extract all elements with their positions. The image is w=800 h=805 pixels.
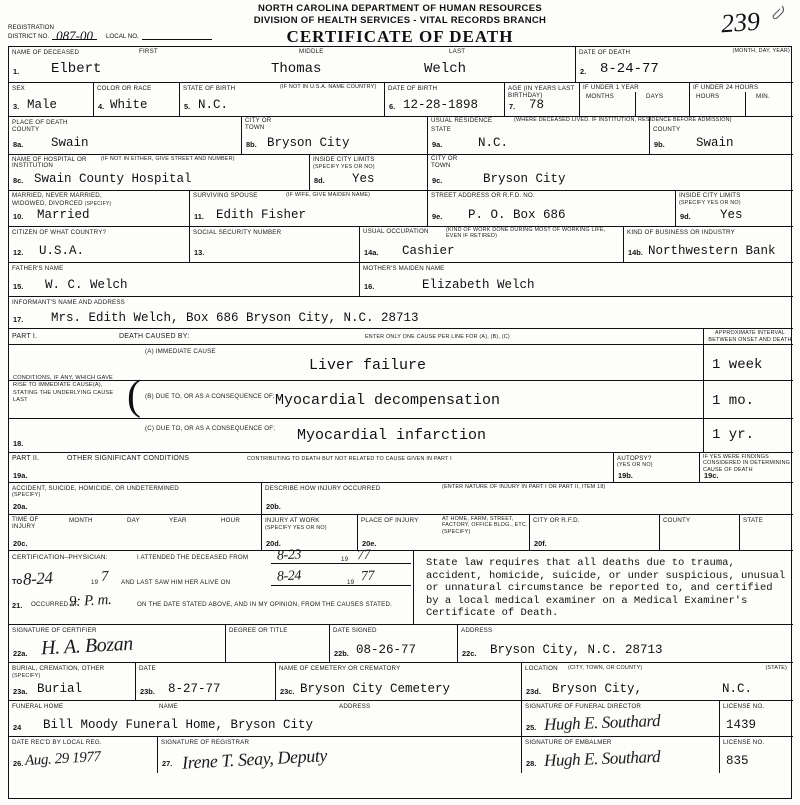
field-residence-city <box>427 155 793 191</box>
value-death-city: Bryson City <box>267 136 350 150</box>
registration-district <box>8 24 212 43</box>
num-23b: 23b. <box>140 687 155 696</box>
label-place-of-injury-sub: AT HOME, FARM, STREET, FACTORY, OFFICE BLDG., ETC. (SPECIFY) <box>442 516 528 535</box>
label-first: FIRST <box>139 48 158 55</box>
value-date-received: Aug. 29 1977 <box>24 749 101 769</box>
num-16: 16. <box>364 282 375 291</box>
field-signature-of-certifier <box>9 625 225 663</box>
label-findings: IF YES WERE FINDINGS CONSIDERED IN DETERMINING CAUSE OF DEATH <box>703 454 791 473</box>
label-immediate-cause: (A) IMMEDIATE CAUSE <box>145 348 216 355</box>
label-describe-injury: DESCRIBE HOW INJURY OCCURRED <box>265 484 381 492</box>
label-location-state: (STATE) <box>765 665 787 671</box>
label-citizen: CITIZEN OF WHAT COUNTRY? <box>12 228 107 236</box>
value-attended-from-date: 8-23 <box>276 547 302 564</box>
label-signature-certifier: SIGNATURE OF CERTIFIER <box>12 626 97 634</box>
label-street: STREET ADDRESS OR R.F.D. NO. <box>431 192 535 199</box>
field-name-of-deceased: NAME OF DECEASED FIRST MIDDLE LAST 1. Elbert Thomas Welch <box>9 47 575 83</box>
label-middle: MIDDLE <box>299 48 324 55</box>
label-injury-at-work-sub: (SPECIFY YES OR NO) <box>265 525 327 531</box>
num-20e: 20e. <box>362 539 377 548</box>
field-inside-city-limits-death <box>309 155 427 191</box>
label-date-of-death: DATE OF DEATH <box>579 48 631 56</box>
num-19b: 19b. <box>618 471 633 480</box>
label-under-1-year: IF UNDER 1 YEAR <box>583 84 639 91</box>
label-place-of-injury: PLACE OF INJURY <box>361 517 419 524</box>
field-age <box>504 83 579 117</box>
label-inside-city-limits-sub: (SPECIFY YES OR NO) <box>313 164 375 170</box>
field-under-24-hours <box>689 83 793 117</box>
label-part-2-title: OTHER SIGNIFICANT CONDITIONS <box>67 455 190 462</box>
label-registrar-signature: SIGNATURE OF REGISTRAR <box>161 738 250 746</box>
field-date-received <box>9 737 157 773</box>
field-marital-status <box>9 191 189 227</box>
cause-line-b <box>9 373 703 419</box>
num-18: 18. <box>13 439 24 448</box>
label-describe-injury-sub: (ENTER NATURE OF INJURY IN PART I OR PART II, ITEM 18) <box>442 484 606 490</box>
district-no-label: DISTRICT NO. <box>8 32 50 40</box>
value-cause-b: Myocardial decompensation <box>275 392 501 409</box>
value-location: Bryson City, <box>552 682 643 696</box>
num-22c: 22c. <box>462 649 477 658</box>
value-res-state: N.C. <box>478 136 509 150</box>
header-line-2: DIVISION OF HEALTH SERVICES - VITAL RECORDS BRANCH <box>253 15 547 26</box>
label-autopsy: AUTOPSY? <box>617 455 652 462</box>
num-9a: 9a. <box>432 140 443 149</box>
field-informant <box>9 297 793 329</box>
value-last-saw-year: 7 <box>100 568 109 586</box>
field-place-of-death-city <box>241 117 427 155</box>
brace-decoration: ( <box>127 373 141 419</box>
num-23a: 23a. <box>13 687 28 696</box>
value-interval-c: 1 yr. <box>712 427 755 443</box>
field-funeral-home <box>9 701 521 737</box>
label-state-of-birth: STATE OF BIRTH <box>183 84 236 92</box>
num-11: 11. <box>194 212 204 221</box>
field-time-of-injury <box>9 515 261 551</box>
label-hours: HOURS <box>696 93 720 100</box>
label-last: LAST <box>449 48 466 55</box>
label-injury-at-work: INJURY AT WORK <box>265 517 320 524</box>
label-date-of-birth: DATE OF BIRTH <box>388 84 438 92</box>
num-4: 4. <box>98 102 105 111</box>
label-part-2: PART II. <box>12 455 40 462</box>
value-burial: Burial <box>37 682 83 696</box>
num-14a: 14a. <box>364 248 379 257</box>
label-one-cause-per-line: ENTER ONLY ONE CAUSE PER LINE FOR (A), (B), (C) <box>365 334 510 340</box>
value-date-of-death: 8-24-77 <box>600 61 659 77</box>
label-father: FATHER'S NAME <box>12 264 64 272</box>
value-hospital: Swain County Hospital <box>34 172 192 186</box>
num-8d: 8d. <box>314 176 325 185</box>
label-embalmer-license: LICENSE NO. <box>723 738 765 746</box>
label-asho: ACCIDENT, SUICIDE, HOMICIDE, OR UNDETERMINED <box>12 484 179 492</box>
label-informant: INFORMANT'S NAME AND ADDRESS <box>12 298 126 306</box>
value-location-state: N.C. <box>722 682 753 696</box>
field-injury-city-rfd <box>529 515 659 551</box>
field-mother-maiden-name <box>359 263 793 297</box>
interval-c <box>703 419 793 453</box>
num-14b: 14b. <box>628 248 643 257</box>
num-20a: 20a. <box>13 502 28 511</box>
field-registrar-signature <box>157 737 521 773</box>
value-res-inside: Yes <box>720 208 743 222</box>
page-title: CERTIFICATE OF DEATH <box>286 27 514 46</box>
local-no-value <box>142 39 212 40</box>
field-father-name <box>9 263 359 297</box>
field-certifier-address <box>457 625 793 663</box>
field-embalmer-license <box>719 737 793 773</box>
value-color-race: White <box>110 98 148 112</box>
num-8c: 8c. <box>13 176 24 185</box>
field-hospital <box>9 155 309 191</box>
value-signature-certifier: H. A. Bozan <box>40 632 134 660</box>
value-cemetery: Bryson City Cemetery <box>300 682 451 696</box>
num-6: 6. <box>389 102 396 111</box>
label-occurred-tail: ON THE DATE STATED ABOVE, AND IN MY OPINION, FROM THE CAUSES STATED. <box>137 601 393 608</box>
label-funeral-license: LICENSE NO. <box>723 702 765 710</box>
num-15: 15. <box>13 282 24 291</box>
label-city-or-town: CITY OR TOWN <box>245 117 272 131</box>
num-27: 27. <box>162 759 173 768</box>
field-business <box>623 227 793 263</box>
label-attended-from: I ATTENDED THE DECEASED FROM <box>137 554 249 561</box>
num-23d: 23d. <box>526 687 541 696</box>
value-occupation: Cashier <box>402 244 455 258</box>
label-hospital: NAME OF HOSPITAL OR INSTITUTION <box>12 155 87 169</box>
form-frame <box>8 46 792 799</box>
value-marital-status: Married <box>37 208 90 222</box>
paperclip-icon <box>772 4 786 26</box>
num-26: 26. <box>13 759 24 768</box>
cause-header <box>9 329 703 345</box>
label-conditions-note: CONDITIONS, IF ANY, WHICH GAVE RISE TO IMMEDIATE CAUSE(A), STATING THE UNDERLYING CAUSE LAST <box>13 375 114 404</box>
label-cause-c: (C) DUE TO, OR AS A CONSEQUENCE OF; <box>145 425 276 432</box>
label-burial-sub: (SPECIFY) <box>12 673 41 679</box>
field-color-race <box>93 83 179 117</box>
label-funeral-home: FUNERAL HOME <box>12 703 64 710</box>
label-location-sub: (CITY, TOWN, OR COUNTY) <box>568 665 643 671</box>
num-28: 28. <box>526 759 537 768</box>
field-surviving-spouse <box>189 191 427 227</box>
label-funeral-name: NAME <box>159 703 178 710</box>
value-burial-date: 8-27-77 <box>168 682 221 696</box>
value-interval-b: 1 mo. <box>712 393 755 409</box>
value-attended-from-year: 77 <box>356 547 371 564</box>
label-county: COUNTY <box>12 126 40 133</box>
field-street-address <box>427 191 675 227</box>
label-date-signed: DATE SIGNED <box>333 626 377 634</box>
value-middle-name: Thomas <box>271 61 322 77</box>
num-20d: 20d. <box>266 539 281 548</box>
label-hour: HOUR <box>221 517 241 524</box>
cause-line-c <box>9 419 703 453</box>
num-8a: 8a. <box>13 140 24 149</box>
label-hospital-sub: (IF NOT IN EITHER, GIVE STREET AND NUMBER) <box>101 156 235 162</box>
field-funeral-director-signature <box>521 701 719 737</box>
value-last-saw-date: 8-24 <box>22 568 54 589</box>
num-19a: 19a. <box>13 471 28 480</box>
interval-header <box>703 329 793 345</box>
label-usual-residence-sub: (WHERE DECEASED LIVED. IF INSTITUTION, RESIDENCE BEFORE ADMISSION) <box>514 117 732 123</box>
value-cause-c: Myocardial infarction <box>297 427 487 444</box>
num-17: 17. <box>13 315 24 324</box>
local-no-label: LOCAL NO. <box>105 32 139 40</box>
field-injury-at-work <box>261 515 357 551</box>
field-inside-city-limits-res <box>675 191 793 227</box>
num-13: 13. <box>194 248 205 257</box>
num-10: 10. <box>13 212 24 221</box>
label-color-race: COLOR OR RACE <box>97 84 152 92</box>
district-no-value: 087-00 <box>52 32 97 41</box>
field-describe-injury <box>261 483 793 515</box>
label-degree: DEGREE OR TITLE <box>229 626 288 634</box>
num-2: 2. <box>580 67 587 76</box>
value-registrar-signature: Irene T. Seay, Deputy <box>181 745 328 773</box>
field-ssn <box>189 227 359 263</box>
num-23c: 23c. <box>280 687 295 696</box>
field-funeral-license <box>719 701 793 737</box>
num-9e: 9e. <box>432 212 443 221</box>
label-to: TO <box>12 577 23 586</box>
registration-label: REGISTRATION <box>8 24 54 31</box>
label-injury-city-rfd: CITY OR R.F.D. <box>533 517 580 524</box>
field-findings <box>699 453 793 483</box>
label-business: KIND OF BUSINESS OR INDUSTRY <box>627 228 735 236</box>
value-lastsaw-date: 8-24 <box>276 568 302 585</box>
label-ssn: SOCIAL SECURITY NUMBER <box>193 228 282 236</box>
label-mother: MOTHER'S MAIDEN NAME <box>363 264 445 272</box>
value-state-of-birth: N.C. <box>198 98 229 112</box>
label-age: AGE (IN YEARS LAST BIRTHDAY) <box>508 84 575 99</box>
label-injury-state: STATE <box>743 517 764 524</box>
label-occurred-at: OCCURRED AT <box>31 601 78 608</box>
num-12: 12. <box>13 248 24 257</box>
value-inside-city-limits: Yes <box>352 172 375 186</box>
field-place-of-injury <box>357 515 529 551</box>
label-burial-date: DATE <box>139 664 156 672</box>
value-res-city: Bryson City <box>483 172 566 186</box>
label-res-inside: INSIDE CITY LIMITS <box>679 192 741 199</box>
label-certification: CERTIFICATION–PHYSICIAN: <box>12 554 108 561</box>
label-day: DAY <box>127 517 140 524</box>
label-injury-county: COUNTY <box>663 517 691 524</box>
value-funeral-director-signature: Hugh E. Southard <box>543 710 661 735</box>
num-3: 3. <box>13 102 20 111</box>
label-occupation: USUAL OCCUPATION <box>363 228 429 235</box>
num-19c: 19c. <box>704 471 719 480</box>
label-under-24-hours: IF UNDER 24 HOURS <box>693 84 759 91</box>
value-immediate-cause: Liver failure <box>309 357 427 374</box>
label-part-2-sub: CONTRIBUTING TO DEATH BUT NOT RELATED TO CAUSE GIVEN IN PART I <box>247 456 452 462</box>
label-days: DAYS <box>646 93 664 100</box>
label-last-saw: AND LAST SAW HIM HER ALIVE ON <box>121 579 231 586</box>
interval-b <box>703 381 793 419</box>
label-inside-city-limits: INSIDE CITY LIMITS <box>313 156 375 163</box>
field-autopsy <box>613 453 699 483</box>
label-months: MONTHS <box>586 93 615 100</box>
label-autopsy-sub: (YES OR NO) <box>617 462 653 468</box>
label-date-of-death-sub: (MONTH, DAY, YEAR) <box>732 48 790 54</box>
label-res-city: CITY OR TOWN <box>431 155 458 169</box>
field-burial-date <box>135 663 275 701</box>
field-degree-or-title <box>225 625 329 663</box>
field-citizen <box>9 227 189 263</box>
label-place-of-death: PLACE OF DEATH <box>12 118 68 126</box>
label-death-caused-by: DEATH CAUSED BY: <box>119 333 190 340</box>
label-approximate-interval: APPROXIMATE INTERVAL BETWEEN ONSET AND DEATH <box>708 330 792 343</box>
field-manner-of-death <box>9 483 261 515</box>
num-21: 21. <box>12 601 23 610</box>
num-7: 7. <box>509 102 516 111</box>
value-interval-a: 1 week <box>712 357 763 373</box>
label-location: LOCATION <box>525 665 558 672</box>
num-20c: 20c. <box>13 539 28 548</box>
label-part-1: PART I. <box>12 333 38 340</box>
label-funeral-address: ADDRESS <box>339 703 371 710</box>
label-burial: BURIAL, CREMATION, OTHER <box>12 665 105 672</box>
label-usual-residence: USUAL RESIDENCE <box>431 117 493 124</box>
label-occupation-sub: (KIND OF WORK DONE DURING MOST OF WORKING LIFE, EVEN IF RETIRED) <box>446 227 606 240</box>
label-marital-1: MARRIED, NEVER MARRIED, <box>12 192 102 199</box>
value-lastsaw-year: 77 <box>360 568 375 585</box>
value-embalmer-signature: Hugh E. Southard <box>543 746 661 771</box>
value-street: P. O. Box 686 <box>468 208 566 222</box>
field-sex <box>9 83 93 117</box>
num-9d: 9d. <box>680 212 691 221</box>
field-injury-state <box>739 515 793 551</box>
label-spouse: SURVIVING SPOUSE <box>193 192 258 199</box>
value-date-of-birth: 12-28-1898 <box>403 98 479 112</box>
label-date-received: DATE REC'D BY LOCAL REG. <box>12 738 102 746</box>
label-funeral-director: SIGNATURE OF FUNERAL DIRECTOR <box>525 702 642 710</box>
field-date-signed <box>329 625 457 663</box>
label-year-mark-1: 19 <box>341 556 349 563</box>
value-spouse: Edith Fisher <box>216 208 307 222</box>
value-last-name: Welch <box>424 61 467 77</box>
value-funeral-license: 1439 <box>726 718 757 732</box>
field-state-of-birth <box>179 83 384 117</box>
label-res-inside-sub: (SPECIFY YES OR NO) <box>679 200 741 206</box>
num-9c: 9c. <box>432 176 443 185</box>
label-embalmer-signature: SIGNATURE OF EMBALMER <box>525 738 612 746</box>
field-part-2 <box>9 453 613 483</box>
value-death-county: Swain <box>51 136 89 150</box>
header-line-1: NORTH CAROLINA DEPARTMENT OF HUMAN RESOURCES <box>258 3 542 14</box>
label-cemetery: NAME OF CEMETERY OR CREMATORY <box>279 664 401 672</box>
value-certifier-address: Bryson City, N.C. 28713 <box>490 643 663 657</box>
label-min: MIN. <box>756 93 770 100</box>
field-cemetery-location <box>521 663 793 701</box>
field-certification-physician <box>9 547 413 625</box>
label-time-of-injury: TIME OF INJURY <box>12 516 39 530</box>
interval-a <box>703 345 793 381</box>
field-embalmer-signature <box>521 737 719 773</box>
num-20b: 20b. <box>266 502 281 511</box>
num-20f: 20f. <box>534 539 547 548</box>
field-occupation <box>359 227 623 263</box>
label-state-of-birth-sub: (IF NOT IN U.S.A. NAME COUNTRY) <box>280 84 377 90</box>
value-date-signed: 08-26-77 <box>356 643 417 657</box>
label-sex: SEX <box>12 84 25 92</box>
label-asho-sub: (SPECIFY) <box>12 492 41 498</box>
file-number: 239 <box>720 6 761 39</box>
label-spouse-sub: (IF WIFE, GIVE MAIDEN NAME) <box>286 192 371 198</box>
value-first-name: Elbert <box>51 61 102 77</box>
num-22a: 22a. <box>13 649 28 658</box>
value-mother: Elizabeth Welch <box>422 278 535 292</box>
num-24: 24 <box>13 723 22 732</box>
field-date-of-birth <box>384 83 504 117</box>
legal-notice-text: State law requires that all deaths due to trauma, accident, homicide, suicide, or under suspicious, unusual or unnatural circumstance be reported to, and certified by a local medical examiner on a Medical Examiner's Certificate of Death. <box>426 557 786 620</box>
field-cemetery <box>275 663 521 701</box>
label-year: YEAR <box>169 517 187 524</box>
value-embalmer-license: 835 <box>726 754 749 768</box>
label-month: MONTH <box>69 517 93 524</box>
label-cause-b: (B) DUE TO, OR AS A CONSEQUENCE OF; <box>145 393 275 400</box>
value-res-county: Swain <box>696 136 734 150</box>
label-marital-2: WIDOWED, DIVORCED (SPECIFY) <box>12 200 112 207</box>
value-father: W. C. Welch <box>45 278 128 292</box>
value-age: 78 <box>529 98 545 112</box>
label-certifier-address: ADDRESS <box>461 626 493 634</box>
value-occurred-time: 9: P. m. <box>68 591 112 611</box>
field-date-of-death <box>575 47 793 83</box>
value-funeral-home: Bill Moody Funeral Home, Bryson City <box>43 718 314 732</box>
label-year-mark-to: 19 <box>91 579 99 586</box>
value-informant: Mrs. Edith Welch, Box 686 Bryson City, N.C. 28713 <box>51 311 419 325</box>
legal-notice <box>413 551 793 625</box>
value-business: Northwestern Bank <box>648 244 776 258</box>
field-burial-type <box>9 663 135 701</box>
num-25: 25. <box>526 723 537 732</box>
field-injury-county <box>659 515 739 551</box>
num-8b: 8b. <box>246 140 257 149</box>
num-22b: 22b. <box>334 649 349 658</box>
num-5: 5. <box>184 102 191 111</box>
label-res-county: COUNTY <box>653 126 681 133</box>
label-year-mark-2: 19 <box>347 579 355 586</box>
num-9b: 9b. <box>654 140 665 149</box>
field-under-1-year <box>579 83 689 117</box>
value-sex: Male <box>27 98 58 112</box>
field-place-of-death-county <box>9 117 241 155</box>
field-usual-residence-county <box>649 117 793 155</box>
value-citizen: U.S.A. <box>39 244 85 258</box>
label-res-state: STATE <box>431 126 452 133</box>
